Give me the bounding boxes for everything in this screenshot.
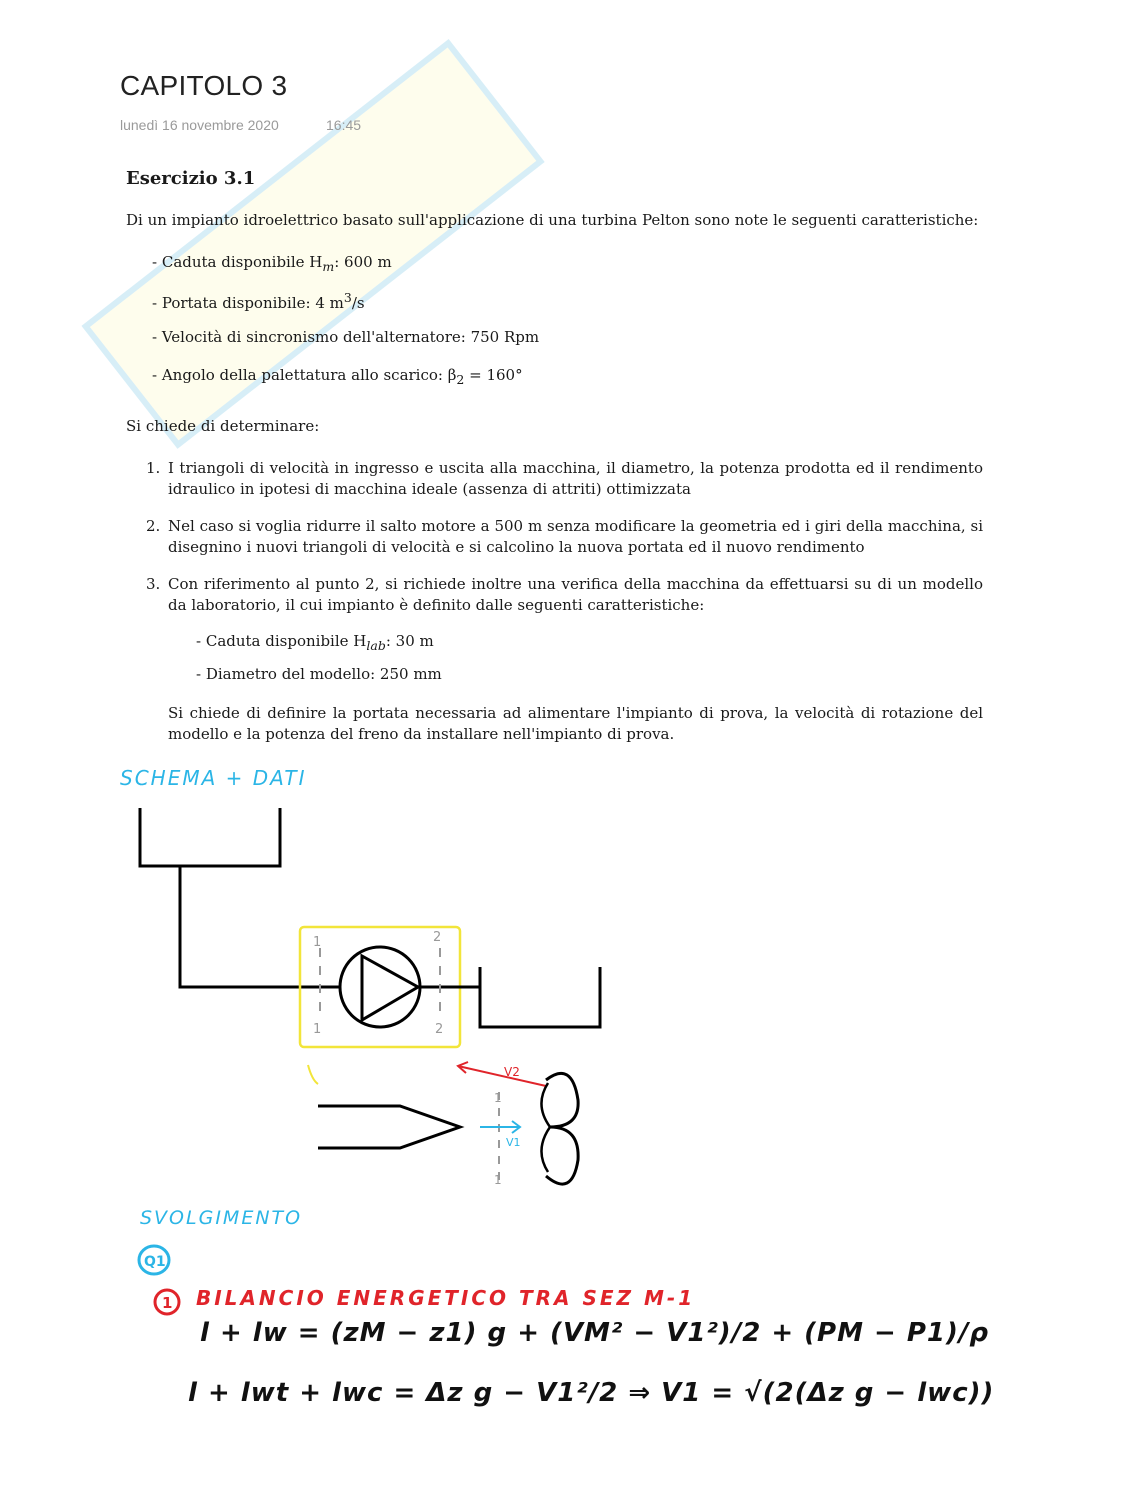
page-title: CAPITOLO 3 [120,70,288,101]
section-mark: 2 [433,930,442,945]
v2-label: V2 [504,1065,520,1079]
lower-reservoir [480,967,600,1027]
exercise-heading: Esercizio 3.1 [126,168,256,189]
plant-schematic [0,800,1148,1200]
request-intro: Si chiede di determinare: [126,417,320,435]
turbine-symbol [340,947,420,1027]
v2-arrow-icon [458,1066,546,1086]
data-item-flow: - Portata disponibile: 4 $m^3/s$ [152,290,365,312]
step-1-title: BILANCIO ENERGETICO TRA SEZ M-1 [196,1286,696,1310]
data-item-head: - Caduta disponibile $H_m$: 600 m [152,253,392,274]
page-date: lunedì 16 novembre 2020 [120,117,279,133]
section-label: SVOLGIMENTO [140,1207,303,1229]
nozzle [318,1106,460,1148]
data-item-angle: - Angolo della palettatura allo scarico: $\beta_2 = 160^\circ$ [152,366,523,387]
equation-jet-velocity: l + lwt + lwc = Δz g − V1²/2 ⇒ V1 = √(2(Δz g − lwc)) [188,1378,995,1408]
section-mark: 2 [435,1022,444,1037]
upper-reservoir [140,808,280,866]
exercise-intro: Di un impianto idroelettrico basato sull'applicazione di una turbina Pelton sono note le seguenti caratteristiche: [126,211,979,229]
pelton-bucket [546,1073,578,1184]
section-mark: 1 [494,1091,502,1105]
detail-arrow-icon [308,1065,318,1084]
schema-label: SCHEMA + DATI [120,766,307,790]
section-mark: 1 [313,935,322,950]
data-item-speed: - Velocità di sincronismo dell'alternatore: 750 Rpm [152,328,540,346]
step-1-number: 1 [162,1294,173,1312]
v1-label: V1 [506,1136,521,1149]
lab-item-head: - Caduta disponibile $H_{lab}$: 30 m [196,632,434,653]
equation-energy-balance: l + lw = (zM − z1) g + (VM² − V1²)/2 + (PM − P1)/ρ [200,1318,990,1348]
step-1-badge [152,1287,182,1317]
question-item: 1. I triangoli di velocità in ingresso e uscita alla macchina, il diametro, la potenza prodotta ed il rendimento idraulico in ipotesi di macchina ideale (assenza di attriti) ottimizzata [146,459,983,498]
section-mark: 1 [494,1173,502,1187]
question-item: 3. Con riferimento al punto 2, si richiede inoltre una verifica della macchina da effettuarsi su di un modello da laboratorio, il cui impianto è definito dalle seguenti caratteristiche: [146,575,983,614]
question-item: 2. Nel caso si voglia ridurre il salto motore a 500 m senza modificare la geometria ed i giri della macchina, si disegnino i nuovi triangoli di velocità e si calcolino la nuova portata ed il nuovo rendimento [146,517,983,556]
questions-list [146,458,983,632]
question-1-badge [136,1243,172,1277]
closing-paragraph: Si chiede di definire la portata necessaria ad alimentare l'impianto di prova, la velocità di rotazione del modello e la potenza del freno da installare nell'impianto di prova. [168,704,983,743]
page-time: 16:45 [326,117,362,133]
question-1-label: Q1 [144,1254,166,1270]
lab-item-diameter: - Diametro del modello: 250 mm [196,665,442,683]
turbine-triangle [362,956,418,1020]
section-mark: 1 [313,1022,322,1037]
